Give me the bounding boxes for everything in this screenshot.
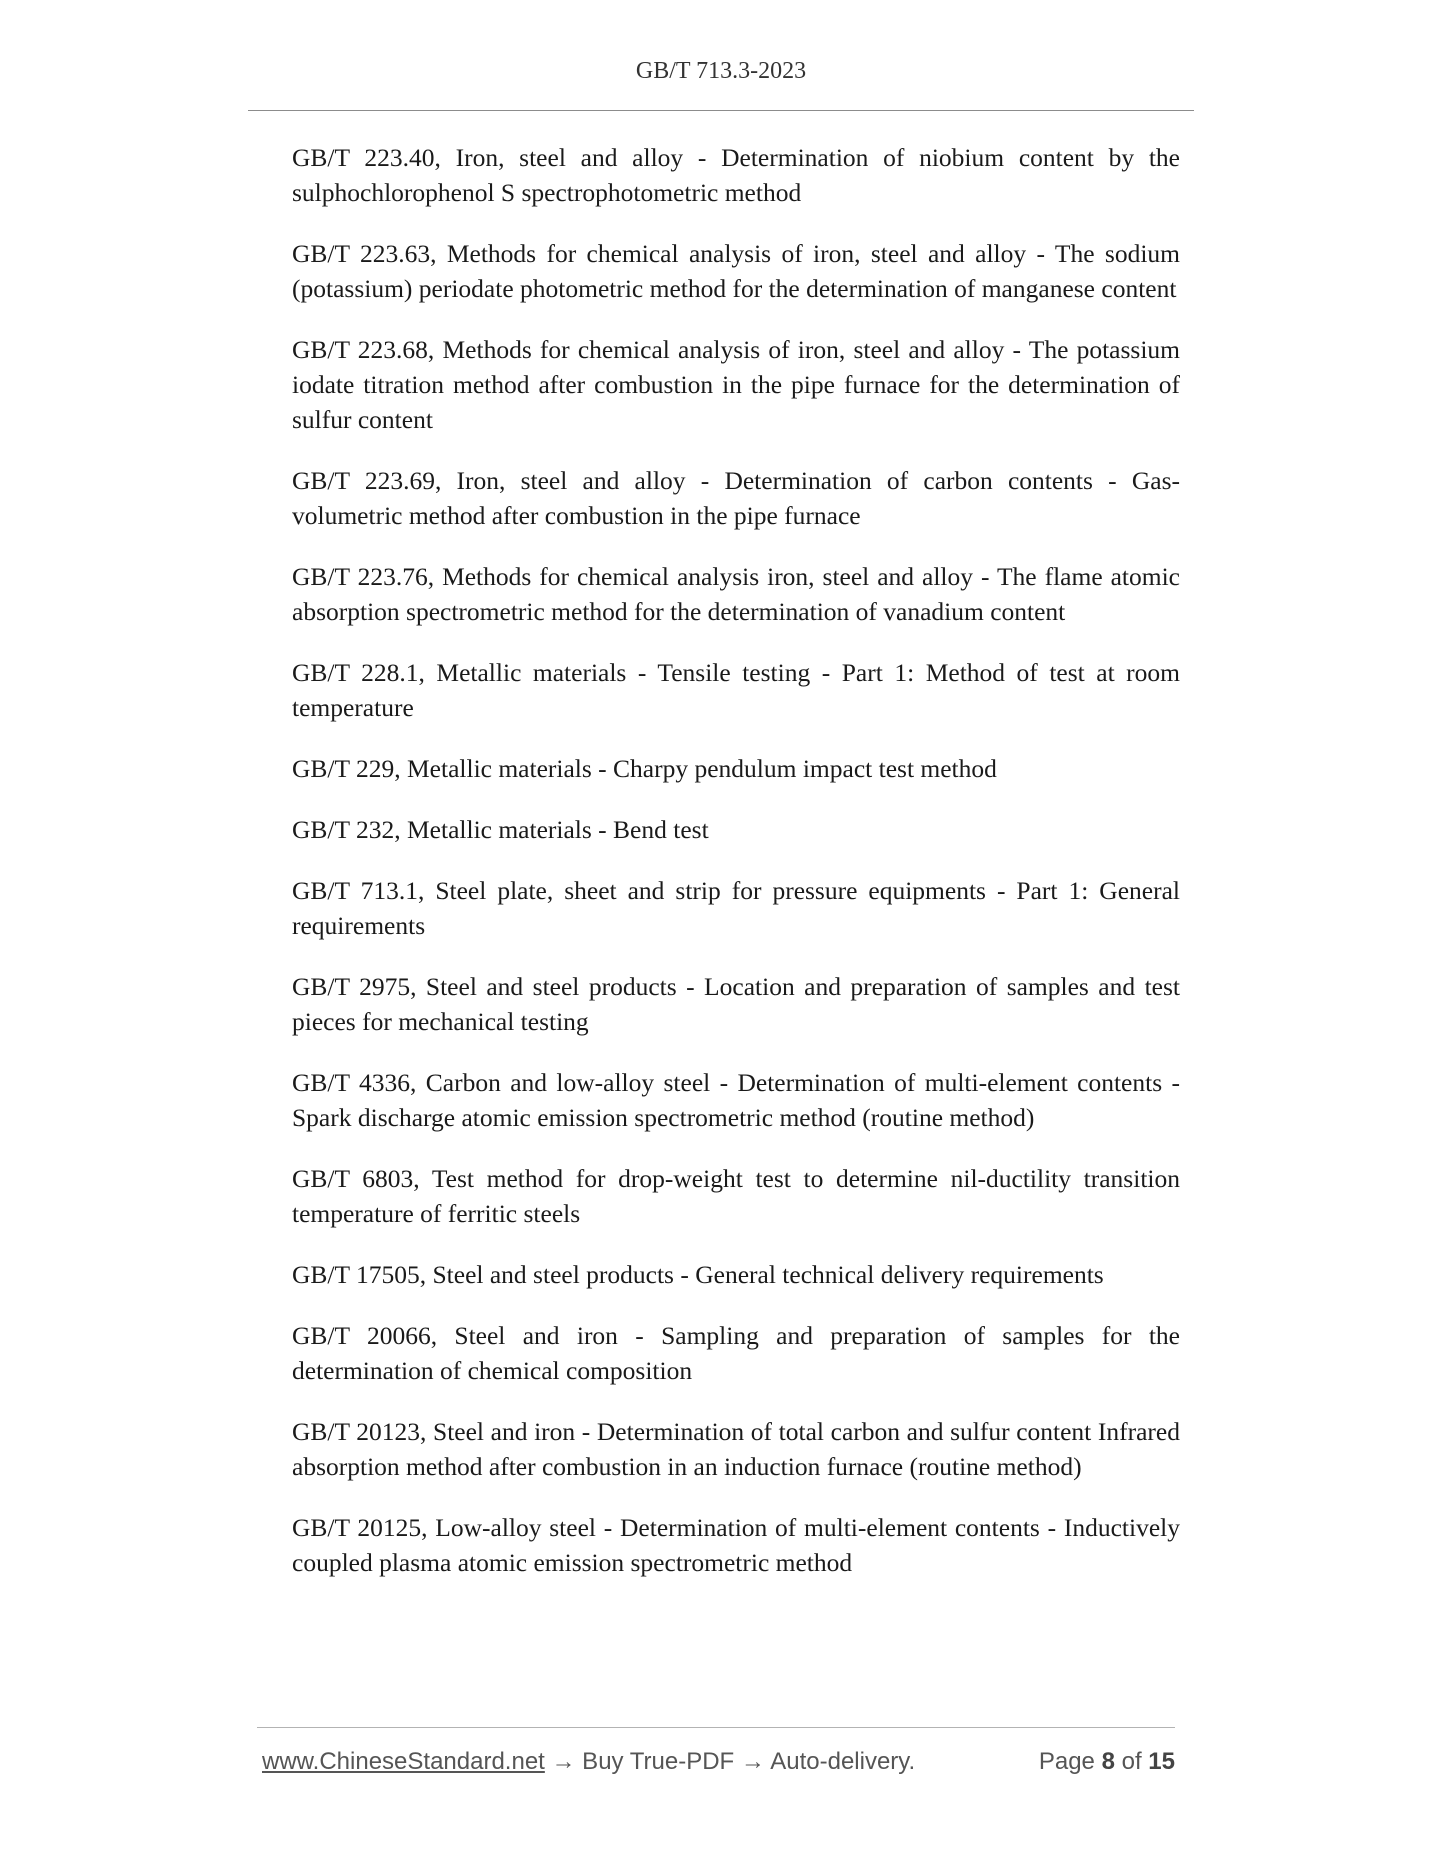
reference-item: GB/T 223.68, Methods for chemical analysis of iron, steel and alloy - The potassium iodate titration method after combustion in the pipe furnace for the determination of sulfur content <box>292 335 1180 434</box>
reference-item: GB/T 4336, Carbon and low-alloy steel - Determination of multi-element contents - Spark discharge atomic emission spectrometric method (routine method) <box>292 1068 1180 1132</box>
page-number <box>1039 1748 1175 1776</box>
header-divider <box>248 110 1194 111</box>
reference-item: GB/T 20125, Low-alloy steel - Determination of multi-element contents - Inductively coupled plasma atomic emission spectrometric method <box>292 1513 1180 1577</box>
reference-item: GB/T 713.1, Steel plate, sheet and strip for pressure equipments - Part 1: General requirements <box>292 876 1180 940</box>
reference-item: GB/T 229, Metallic materials - Charpy pendulum impact test method <box>292 754 997 783</box>
reference-item: GB/T 2975, Steel and steel products - Location and preparation of samples and test pieces for mechanical testing <box>292 972 1180 1036</box>
website-link[interactable]: www.ChineseStandard.net <box>262 1748 545 1775</box>
footer-promo <box>262 1748 915 1776</box>
reference-item: GB/T 20123, Steel and iron - Determination of total carbon and sulfur content Infrared absorption method after combustion in an induction furnace (routine method) <box>292 1417 1180 1481</box>
reference-item: GB/T 228.1, Metallic materials - Tensile testing - Part 1: Method of test at room temperature <box>292 658 1180 722</box>
reference-item: GB/T 20066, Steel and iron - Sampling and preparation of samples for the determination of chemical composition <box>292 1321 1180 1385</box>
reference-item: GB/T 223.63, Methods for chemical analysis of iron, steel and alloy - The sodium (potassium) periodate photometric method for the determination of manganese content <box>292 239 1180 303</box>
page-total: 15 <box>1148 1748 1175 1775</box>
page-label: Page <box>1038 1748 1095 1775</box>
footer-tagline: → Buy True-PDF → Auto-delivery. <box>544 1748 916 1775</box>
page-of-label: of <box>1121 1748 1142 1775</box>
reference-item: GB/T 232, Metallic materials - Bend test <box>292 815 709 844</box>
reference-item: GB/T 223.76, Methods for chemical analysis iron, steel and alloy - The flame atomic absorption spectrometric method for the determination of vanadium content <box>292 562 1180 626</box>
running-header: GB/T 713.3-2023 <box>635 58 807 84</box>
reference-item: GB/T 17505, Steel and steel products - General technical delivery requirements <box>292 1260 1104 1289</box>
reference-item: GB/T 223.69, Iron, steel and alloy - Determination of carbon contents - Gas-volumetric method after combustion in the pipe furnace <box>292 466 1180 530</box>
page-current: 8 <box>1101 1748 1115 1775</box>
reference-item: GB/T 6803, Test method for drop-weight test to determine nil-ductility transition temperature of ferritic steels <box>292 1164 1180 1228</box>
normative-references-list <box>292 140 1180 1606</box>
footer-divider <box>257 1727 1175 1728</box>
reference-item: GB/T 223.40, Iron, steel and alloy - Determination of niobium content by the sulphochlorophenol S spectrophotometric method <box>292 143 1180 207</box>
